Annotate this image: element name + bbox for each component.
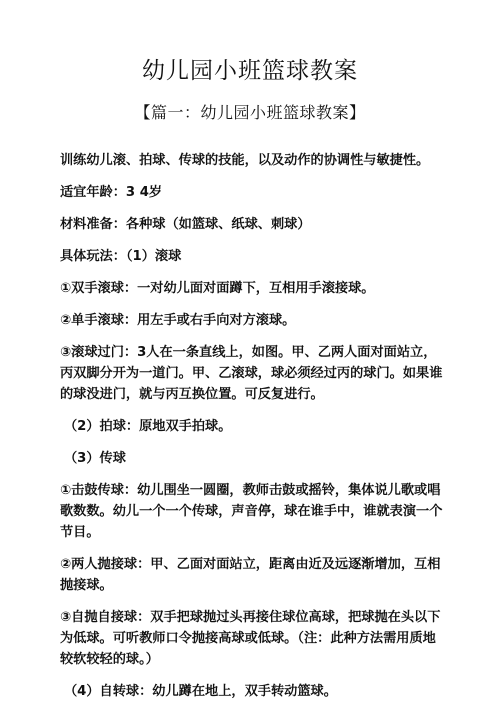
paragraph-goal: 训练幼儿滚、拍球、传球的技能，以及动作的协调性与敏捷性。 [60, 153, 430, 168]
paragraph-toss-catch-pair: ②两人抛接球：甲、乙面对面站立，距离由近及远逐渐增加，互相抛接球。 [60, 557, 441, 593]
paragraph-roll-through-gate: ③滚球过门：3人在一条直线上，如图。甲、乙两人面对面站立，丙双脚分开为一道门。甲、乙滚球，球必须经过丙的球门。如果谁的球没进门，就与丙互换位置。可反复进行。 [60, 345, 443, 402]
paragraph-method: 具体玩法：（1）滚球 [60, 249, 182, 264]
paragraph-materials: 材料准备：各种球（如篮球、纸球、刺球） [60, 217, 311, 232]
paragraph-pass: （3）传球 [64, 451, 126, 466]
paragraph-dribble: （2）拍球：原地双手拍球。 [64, 419, 232, 434]
document-title: 幼儿园小班篮球教案 [142, 58, 358, 84]
paragraph-self-toss: ③自抛自接球：双手把球抛过头再接住球位高球，把球抛在头以下为低球。可听教师口令抛接高球或低球。（注：此种方法需用质地较软较轻的球。） [60, 610, 441, 667]
document-body [60, 150, 444, 713]
paragraph-roll-two-hands: ①双手滚球：一对幼儿面对面蹲下，互相用手滚接球。 [60, 281, 375, 296]
paragraph-spin-ball: （4）自转球：幼儿蹲在地上，双手转动篮球。 [64, 684, 337, 699]
paragraph-age: 适宜年龄：3 4岁 [60, 185, 163, 200]
paragraph-drum-pass: ①击鼓传球：幼儿围坐一圆圈，教师击鼓或摇铃，集体说儿歌或唱歌数数。幼儿一个一个传球，声音停，球在谁手中，谁就表演一个节目。 [60, 483, 443, 540]
document-subtitle: 【篇一：幼儿园小班篮球教案】 [134, 103, 366, 122]
paragraph-roll-one-hand: ②单手滚球：用左手或右手向对方滚球。 [60, 313, 296, 328]
